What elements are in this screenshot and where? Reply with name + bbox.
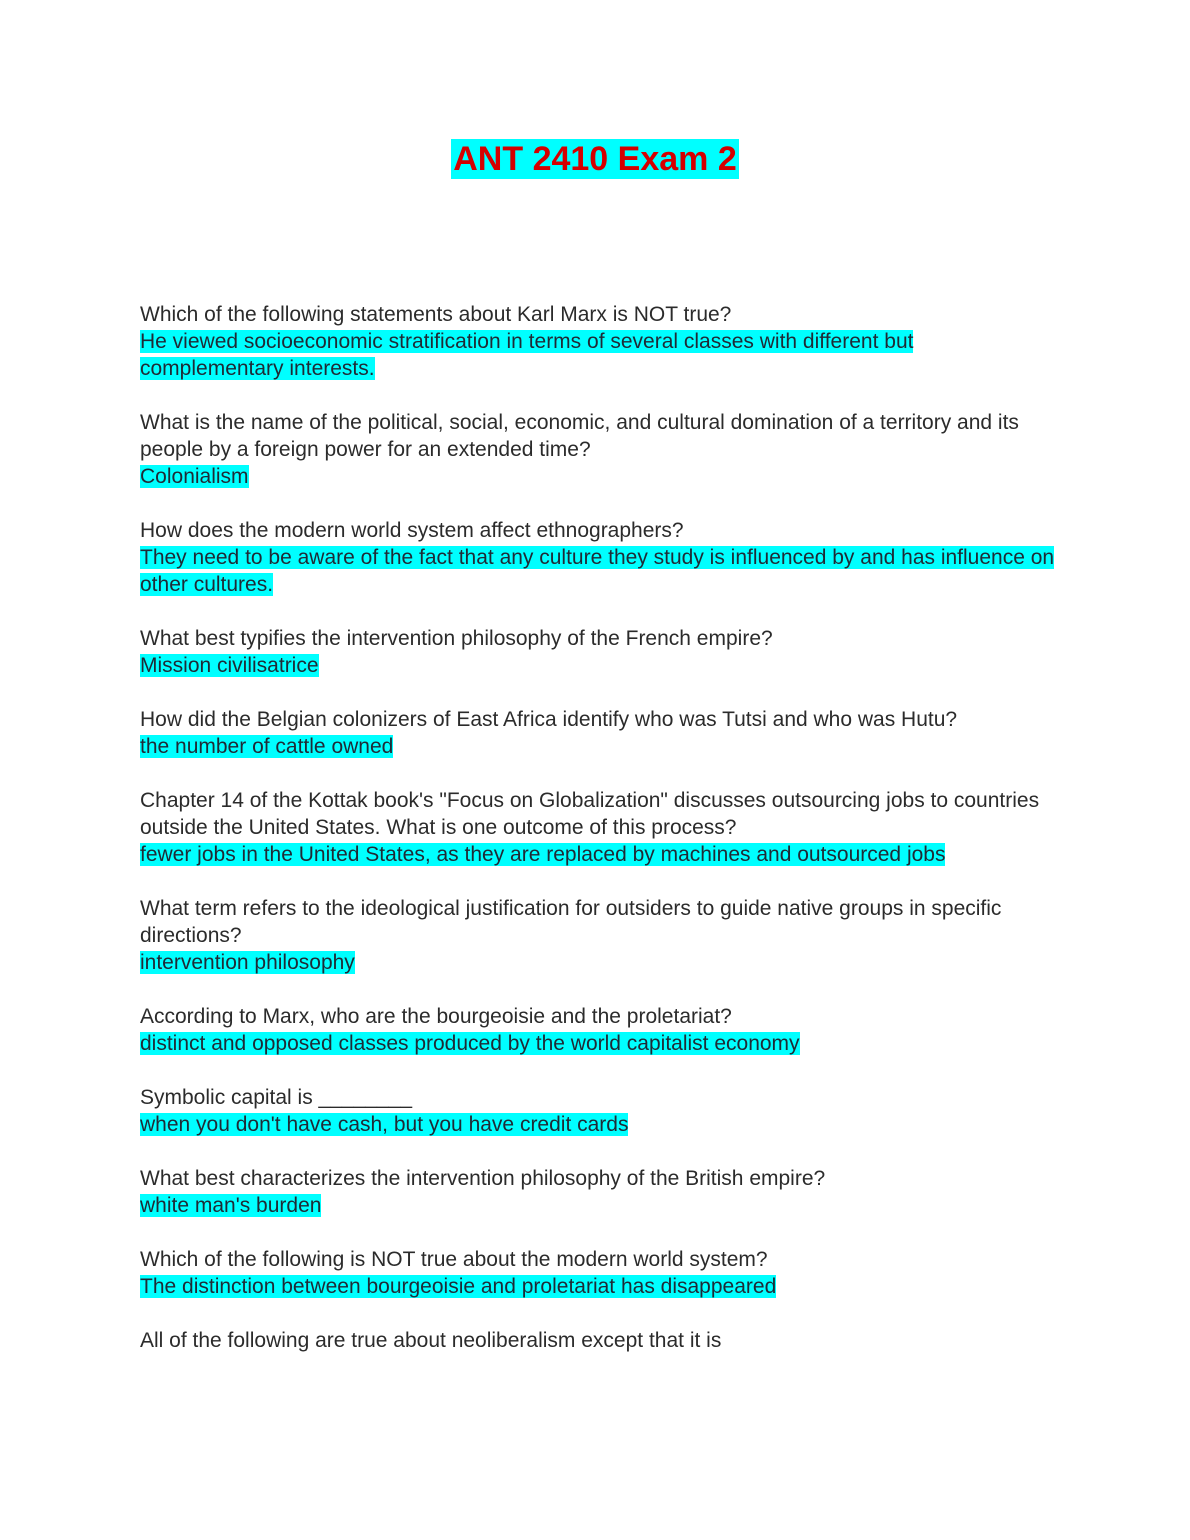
question-block bbox=[140, 1165, 1055, 1219]
question-text: What is the name of the political, social, economic, and cultural domination of a territory and its people by a foreign power for an extended time? bbox=[140, 411, 1019, 461]
question-block bbox=[140, 706, 1055, 760]
highlighted-answer: They need to be aware of the fact that any culture they study is influenced by and has influence on other cultures. bbox=[140, 546, 1055, 596]
question-text: Symbolic capital is ________ bbox=[140, 1086, 412, 1109]
title-container bbox=[0, 139, 1190, 179]
answer-line bbox=[140, 1111, 1055, 1138]
answer-line bbox=[140, 463, 1055, 490]
highlighted-answer: The distinction between bourgeoisie and proletariat has disappeared bbox=[140, 1275, 777, 1298]
question-text: Chapter 14 of the Kottak book's "Focus on Globalization" discusses outsourcing jobs to countries outside the United States. What is one outcome of this process? bbox=[140, 789, 1040, 839]
question-block bbox=[140, 409, 1055, 490]
question-block bbox=[140, 787, 1055, 868]
question-text: According to Marx, who are the bourgeoisie and the proletariat? bbox=[140, 1005, 732, 1028]
highlighted-answer: He viewed socioeconomic stratification in terms of several classes with different but complementary interests. bbox=[140, 330, 914, 380]
answer-line bbox=[140, 328, 1055, 382]
question-block bbox=[140, 1084, 1055, 1138]
highlighted-answer: when you don't have cash, but you have credit cards bbox=[140, 1113, 629, 1136]
question-text: What term refers to the ideological justification for outsiders to guide native groups in specific directions? bbox=[140, 897, 1002, 947]
question-block bbox=[140, 1003, 1055, 1057]
question-block bbox=[140, 1327, 1055, 1354]
question-text: What best typifies the intervention philosophy of the French empire? bbox=[140, 627, 773, 650]
answer-line bbox=[140, 1192, 1055, 1219]
question-text: Which of the following statements about Karl Marx is NOT true? bbox=[140, 303, 732, 326]
question-block bbox=[140, 301, 1055, 382]
answer-line bbox=[140, 652, 1055, 679]
highlighted-answer: the number of cattle owned bbox=[140, 735, 394, 758]
highlighted-answer: intervention philosophy bbox=[140, 951, 355, 974]
question-text: How did the Belgian colonizers of East Africa identify who was Tutsi and who was Hutu? bbox=[140, 708, 958, 731]
question-text: What best characterizes the intervention philosophy of the British empire? bbox=[140, 1167, 826, 1190]
question-block bbox=[140, 625, 1055, 679]
question-block bbox=[140, 1246, 1055, 1300]
answer-line bbox=[140, 1030, 1055, 1057]
question-text: Which of the following is NOT true about the modern world system? bbox=[140, 1248, 768, 1271]
highlighted-answer: white man's burden bbox=[140, 1194, 322, 1217]
answer-line bbox=[140, 1273, 1055, 1300]
highlighted-answer: Mission civilisatrice bbox=[140, 654, 319, 677]
highlighted-answer: distinct and opposed classes produced by the world capitalist economy bbox=[140, 1032, 800, 1055]
question-answer-list bbox=[140, 301, 1055, 1381]
answer-line bbox=[140, 544, 1055, 598]
question-block bbox=[140, 517, 1055, 598]
answer-line bbox=[140, 841, 1055, 868]
highlighted-answer: fewer jobs in the United States, as they are replaced by machines and outsourced jobs bbox=[140, 843, 946, 866]
highlighted-answer: Colonialism bbox=[140, 465, 249, 488]
answer-line bbox=[140, 733, 1055, 760]
page-title: ANT 2410 Exam 2 bbox=[453, 140, 737, 178]
question-block bbox=[140, 895, 1055, 976]
question-text: How does the modern world system affect ethnographers? bbox=[140, 519, 684, 542]
question-text: All of the following are true about neoliberalism except that it is bbox=[140, 1329, 722, 1352]
answer-line bbox=[140, 949, 1055, 976]
